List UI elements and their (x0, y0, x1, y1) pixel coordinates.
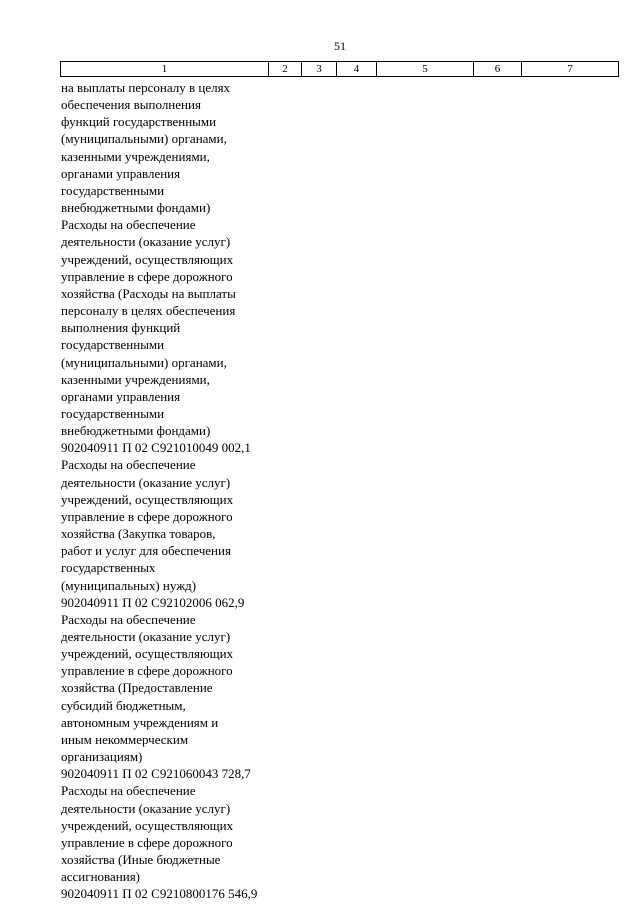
description-line: казенными учреждениями, (61, 371, 210, 387)
subsection-code: 09 (93, 594, 107, 610)
description-line: деятельности (оказание услуг) (61, 629, 231, 644)
description-line: Расходы на обеспечение (61, 457, 196, 473)
description-line: организациям) (61, 749, 143, 765)
section-code: 04 (80, 594, 94, 610)
chapter-code: 902 (61, 440, 81, 456)
target-article-code: 11 П 02 С9210 (106, 886, 186, 902)
description-line: хозяйства (Предоставление (61, 680, 213, 696)
description-line: Расходы на обеспечение (61, 611, 196, 627)
page-number: 51 (334, 39, 346, 53)
description-line: органами управления (61, 388, 181, 404)
chapter-code: 902 (61, 766, 81, 782)
description-line: государственными (61, 405, 165, 421)
description-line: учреждений, осуществляющих (61, 646, 234, 662)
description-line: учреждений, осуществляющих (61, 817, 234, 833)
amount-value: 43 728,7 (205, 766, 251, 782)
row-description (61, 782, 621, 885)
description-line: (муниципальными) органами, (61, 354, 227, 370)
amount-value: 176 546,9 (205, 886, 258, 902)
description-line: персоналу в целях обеспечения (61, 303, 236, 319)
description-line: управление в сфере дорожного (61, 834, 233, 850)
table-row (61, 79, 621, 216)
header-col-7: 7 (567, 63, 573, 75)
chapter-code: 902 (61, 594, 81, 610)
description-line: субсидий бюджетным, (61, 697, 186, 713)
expense-type-code: 200 (185, 594, 206, 610)
description-line: автономным учреждениям и (61, 714, 219, 730)
header-col-4: 4 (337, 62, 377, 76)
row-description (61, 216, 621, 439)
amount-value: 6 062,9 (205, 594, 245, 610)
table-row (61, 216, 621, 456)
description-line: деятельности (оказание услуг) (61, 800, 231, 816)
row-description (61, 79, 621, 216)
subsection-code: 09 (93, 440, 107, 456)
header-col-3: 3 (302, 62, 337, 76)
description-line: государственных (61, 560, 156, 576)
amount-value: 49 002,1 (205, 440, 251, 456)
budget-table-body (61, 79, 621, 903)
expense-type-code: 600 (185, 766, 206, 782)
description-line: хозяйства (Иные бюджетные (61, 852, 221, 868)
description-line: иным некоммерческим (61, 731, 189, 747)
row-description (61, 611, 621, 765)
description-line: деятельности (оказание услуг) (61, 474, 231, 490)
expense-type-code: 800 (185, 886, 206, 902)
description-line: учреждений, осуществляющих (61, 491, 234, 507)
header-col-5: 5 (377, 62, 474, 76)
description-line: Расходы на обеспечение (61, 217, 196, 233)
table-header (60, 61, 619, 77)
subsection-code: 09 (93, 886, 107, 902)
description-line: Расходы на обеспечение (61, 783, 196, 799)
description-line: внебюджетными фондами) (61, 423, 211, 439)
section-code: 04 (80, 886, 94, 902)
description-line: внебюджетными фондами) (61, 200, 211, 216)
description-line: (муниципальными) органами, (61, 131, 227, 147)
description-line: учреждений, осуществляющих (61, 251, 234, 267)
description-line: казенными учреждениями, (61, 148, 210, 164)
table-row (61, 782, 621, 902)
description-line: государственными (61, 337, 165, 353)
section-code: 04 (80, 766, 94, 782)
target-article-code: 11 П 02 С9210 (106, 594, 186, 610)
chapter-code: 902 (61, 886, 81, 902)
target-article-code: 11 П 02 С9210 (106, 766, 186, 782)
description-line: управление в сфере дорожного (61, 508, 233, 524)
description-line: на выплаты персоналу в целях (61, 80, 231, 95)
description-line: хозяйства (Расходы на выплаты (61, 285, 236, 301)
expense-type-code: 100 (185, 440, 206, 456)
description-line: государственными (61, 182, 165, 198)
description-line: работ и услуг для обеспечения (61, 543, 231, 559)
subsection-code: 09 (93, 766, 107, 782)
row-description (61, 456, 621, 593)
description-line: (муниципальных) нужд) (61, 577, 197, 593)
description-line: управление в сфере дорожного (61, 268, 233, 284)
description-line: функций государственными (61, 114, 217, 130)
description-line: обеспечения выполнения (61, 97, 201, 113)
table-row (61, 456, 621, 610)
description-line: ассигнования) (61, 869, 141, 885)
description-line: деятельности (оказание услуг) (61, 234, 231, 250)
section-code: 04 (80, 440, 94, 456)
description-line: органами управления (61, 165, 181, 181)
target-article-code: 11 П 02 С9210 (106, 440, 186, 456)
header-col-2: 2 (269, 62, 302, 76)
description-line: хозяйства (Закупка товаров, (61, 526, 216, 542)
description-line: управление в сфере дорожного (61, 663, 233, 679)
description-line: выполнения функций (61, 320, 181, 336)
header-col-6: 6 (474, 62, 522, 76)
table-row (61, 611, 621, 783)
header-col-1: 1 (61, 62, 269, 76)
